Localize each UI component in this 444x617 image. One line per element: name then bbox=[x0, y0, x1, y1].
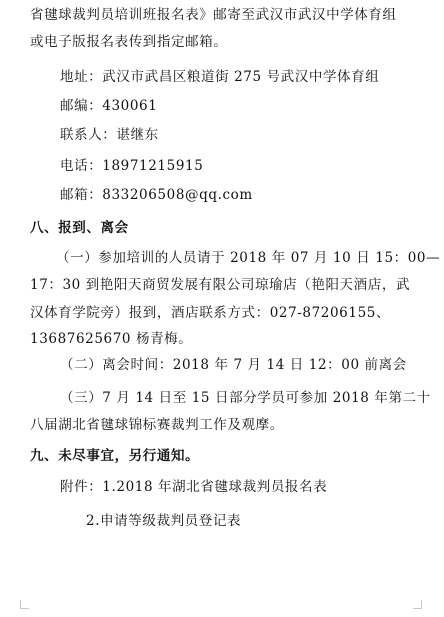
page-corner-mark-left bbox=[20, 600, 29, 609]
text-line-registration-email: 或电子版报名表传到指定邮箱。 bbox=[30, 34, 228, 50]
observe-paragraph-line-1: （三）7 月 14 日至 15 日部分学员可参加 2018 年第二十 bbox=[60, 390, 431, 406]
report-paragraph-line-4: 13687625670 杨青梅。 bbox=[30, 331, 193, 347]
attachment-2-line: 2.申请等级裁判员登记表 bbox=[86, 513, 242, 529]
section-heading-report-leave: 八、报到、离会 bbox=[30, 220, 129, 236]
phone-line: 电话：18971215915 bbox=[60, 158, 204, 174]
postcode-line: 邮编：430061 bbox=[60, 98, 158, 114]
observe-paragraph-line-2: 八届湖北省毽球锦标赛裁判工作及观摩。 bbox=[30, 417, 284, 433]
report-paragraph-line-2: 17：30 到艳阳天商贸发展有限公司琼瑜店（艳阳天酒店，武 bbox=[30, 277, 411, 293]
section-heading-other-matters: 九、未尽事宜，另行通知。 bbox=[30, 448, 200, 464]
leave-time-line: （二）离会时间：2018 年 7 月 14 日 12：00 前离会 bbox=[60, 357, 407, 373]
report-paragraph-line-1: （一）参加培训的人员请于 2018 年 07 月 10 日 15：00— bbox=[56, 250, 441, 266]
report-paragraph-line-3: 汉体育学院旁）报到，酒店联系方式：027-87206155、 bbox=[30, 305, 391, 321]
text-line-registration-mail: 省毽球裁判员培训班报名表》邮寄至武汉市武汉中学体育组 bbox=[30, 7, 397, 23]
attachment-1-line: 附件：1.2018 年湖北省毽球裁判员报名表 bbox=[60, 479, 328, 495]
page-corner-mark-right bbox=[413, 600, 422, 609]
email-line: 邮箱：833206508@qq.com bbox=[60, 187, 253, 203]
address-line: 地址：武汉市武昌区粮道街 275 号武汉中学体育组 bbox=[60, 69, 380, 85]
contact-person-line: 联系人：谌继东 bbox=[60, 127, 159, 143]
